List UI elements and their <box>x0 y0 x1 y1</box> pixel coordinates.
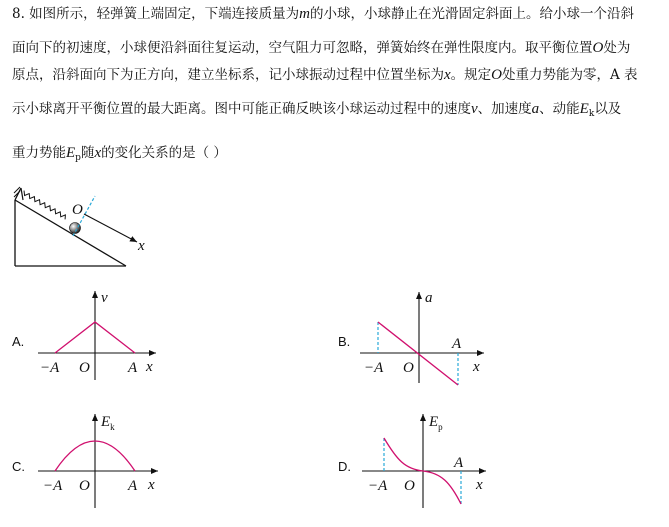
graph-a-ylabel: v <box>101 290 108 306</box>
graph-d-ylabel-main: E <box>429 414 439 430</box>
graph-a-pos-a: A <box>128 360 138 376</box>
graph-b-ylabel: a <box>425 290 433 306</box>
question-line-4: 示小球离开平衡位置的最大距离。图中可能正确反映该小球运动过程中的速度v、加速度a、动能$E_k$以及 <box>12 101 622 119</box>
option-c-letter: C. <box>12 459 25 474</box>
graph-d-ylabel-sub: p <box>438 422 443 432</box>
graph-b-neg-a: −A <box>364 360 384 376</box>
graph-a-origin: O <box>79 360 90 376</box>
incline-label-o: O <box>72 202 83 218</box>
graph-c-xlabel: x <box>148 477 155 493</box>
graph-b <box>338 290 484 385</box>
graph-d-origin: O <box>404 478 415 494</box>
incline-figure <box>14 187 145 266</box>
graph-d-pos-a: A <box>454 455 464 471</box>
option-d-letter: D. <box>338 459 351 474</box>
graph-c-ylabel-sub: k <box>110 422 115 432</box>
graph-c-origin: O <box>79 478 90 494</box>
question-line-5: 重力势能$E_p$随x的变化关系的是（ ） <box>12 145 227 163</box>
graph-d-xlabel: x <box>476 477 483 493</box>
x-direction-arrow <box>84 214 137 242</box>
option-a-letter: A. <box>12 334 25 349</box>
graph-d-neg-a: −A <box>368 478 388 494</box>
graph-d-ylabel <box>428 414 443 432</box>
graph-c-neg-a: −A <box>43 478 63 494</box>
question-line-2: 面向下的初速度，小球便沿斜面往复运动，空气阻力可忽略，弹簧始终在弹性限度内。取平衡位置O处为 <box>12 40 631 56</box>
graph-c-ylabel-main: E <box>101 414 111 430</box>
ball <box>70 223 81 234</box>
graph-b-origin: O <box>403 360 414 376</box>
graph-d <box>338 414 486 508</box>
option-b-letter: B. <box>338 334 351 349</box>
graph-a-neg-a: −A <box>40 360 60 376</box>
graph-a-xlabel: x <box>146 359 153 375</box>
question-line-3: 原点，沿斜面向下为正方向，建立坐标系，记小球振动过程中位置坐标为x。规定O处重力势能为零，A 表 <box>12 67 638 83</box>
graph-b-pos-a: A <box>452 336 462 352</box>
incline-label-x: x <box>138 238 145 254</box>
graph-a <box>12 290 156 380</box>
incline-triangle <box>15 200 126 266</box>
question-line-1: 8. 如图所示，轻弹簧上端固定，下端连接质量为m的小球，小球静止在光滑固定斜面上。给小球一个沿斜 <box>12 6 635 22</box>
graph-c-pos-a: A <box>128 478 138 494</box>
graph-c <box>12 414 158 508</box>
spring <box>22 191 67 220</box>
wall-mount <box>14 187 23 200</box>
graph-c-ylabel <box>100 414 115 432</box>
graph-b-xlabel: x <box>473 359 480 375</box>
